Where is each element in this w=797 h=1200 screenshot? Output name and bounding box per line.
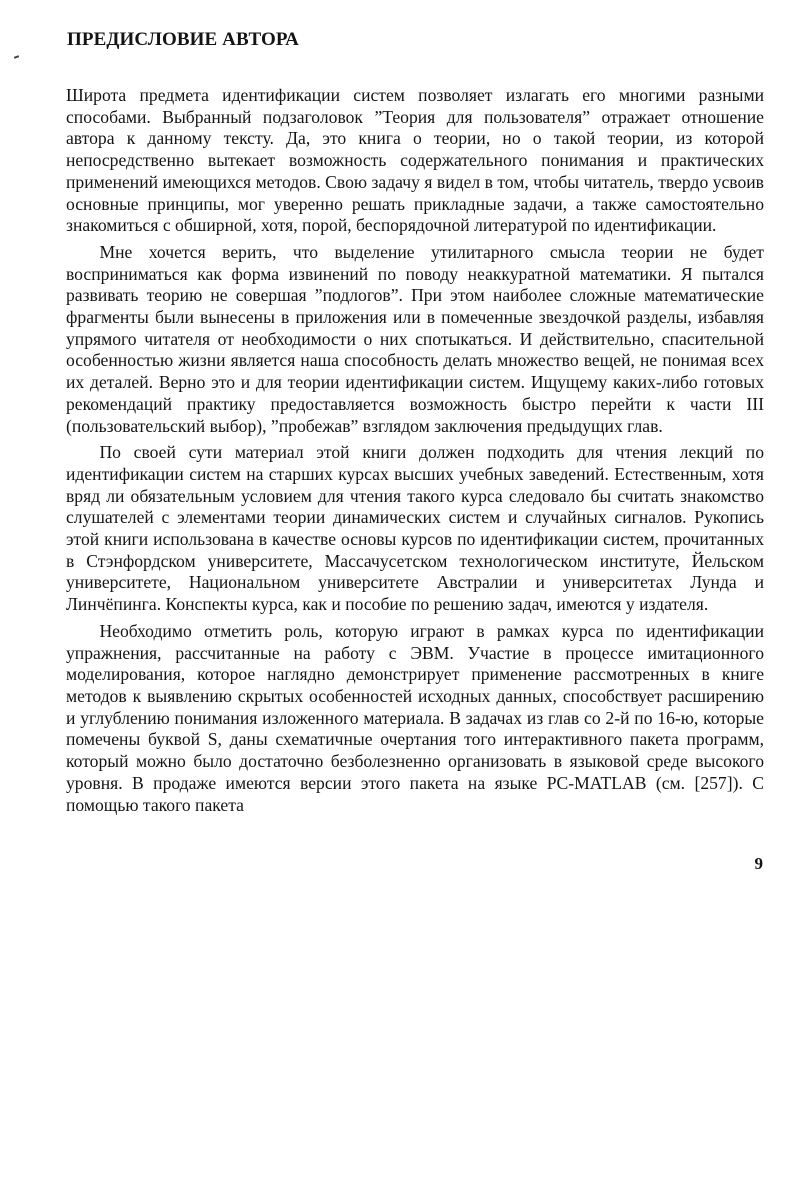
paragraph-3: По своей сути материал этой книги должен подходить для чтения лекций по идентификации систем на старших курсах высших учебных заведений. Естественным, хотя вряд ли обязательным условием для чтения такого курса следовало бы считать знакомство слушателей с элементами теории динамических систем и случайных сигналов. Рукопись этой книги использована в качестве основы курсов по идентификации систем, прочитанных в Стэнфордском университете, Массачусетском технологическом институте, Йельском университете, Национальном университете Австралии и университетах Лунда и Линчёпинга. Конспекты курса, как и пособие по решению задач, имеются у издателя. [66,442,764,615]
paragraph-2: Мне хочется верить, что выделение утилитарного смысла теории не будет восприниматься как форма извинений по поводу неаккуратной математики. Я пытался развивать теорию не совершая ”подлогов”. При этом наиболее сложные математические фрагменты были вынесены в приложения или в помеченные звездочкой разделы, избавляя упрямого читателя от необходимости о них спотыкаться. И действительно, спасительной особенностью жизни является наша способность делать множество вещей, не понимая всех их деталей. Верно это и для теории идентификации систем. Ищущему каких-либо готовых рекомендаций практику предоставляется возможность быстро перейти к части III (пользовательский выбор), ”пробежав” взглядом заключения предыдущих глав. [66,241,764,436]
stray-ink-mark [14,55,19,59]
page-heading: ПРЕДИСЛОВИЕ АВТОРА [67,29,300,50]
paragraph-1: Широта предмета идентификации систем позволяет излагать его многими разными способами. Выбранный подзаголовок ”Теория для пользователя” отражает отношение автора к данному тексту. Да, это книга о теории, но о такой теории, из которой непосредственно вытекает возможность содержательного понимания и практических применений имеющихся методов. Свою задачу я видел в том, чтобы читатель, твердо усвоив основные принципы, мог уверенно решать прикладные задачи, а также самостоятельно знакомиться с обширной, хотя, порой, беспорядочной литературой по идентификации. [66,85,764,236]
page-number: 9 [754,854,763,873]
body-text [66,85,764,821]
paragraph-4: Необходимо отметить роль, которую играют в рамках курса по идентификации упражнения, рассчитанные на работу с ЭВМ. Участие в процессе имитационного моделирования, которое наглядно демонстрирует применение рассмотренных в книге методов к выявлению скрытых особенностей исходных данных, способствует расширению и углублению понимания изложенного материала. В задачах из глав со 2-й по 16-ю, которые помечены буквой S, даны схематичные очертания того интерактивного пакета программ, который можно было достаточно безболезненно организовать в языковой среде высокого уровня. В продаже имеются версии этого пакета на языке PC-MATLAB (см. [257]). С помощью такого пакета [66,620,764,815]
